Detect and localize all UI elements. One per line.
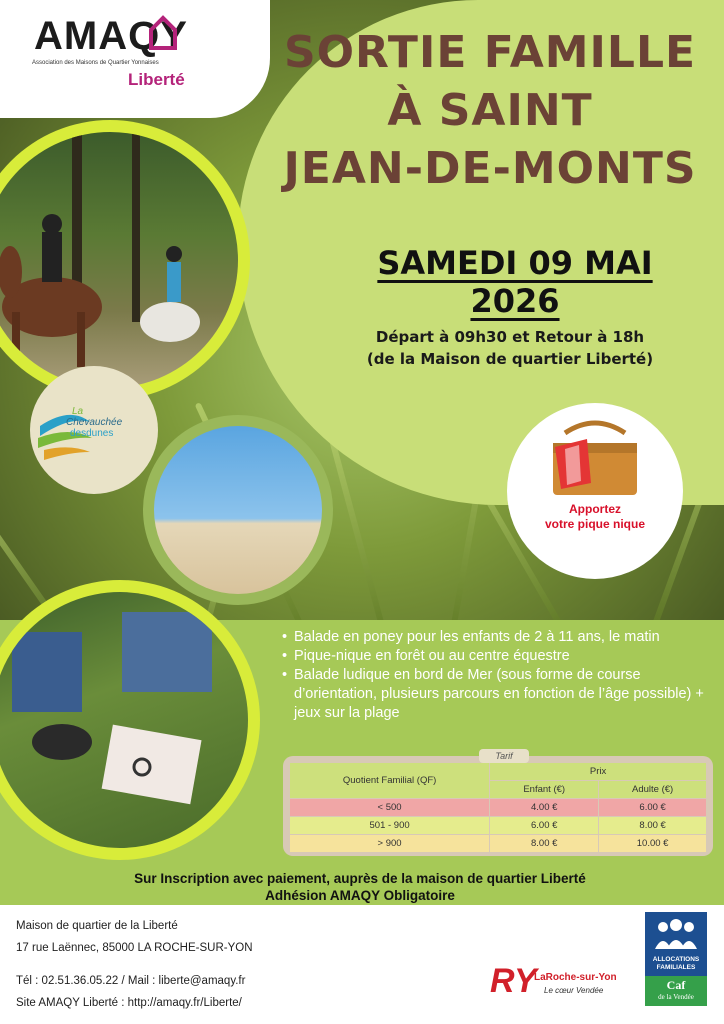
amaqy-logo-text: AMAQY — [34, 14, 188, 58]
table-row — [290, 835, 707, 853]
contact-block — [16, 970, 245, 1014]
title-line-3: JEAN-DE-MONTS — [283, 143, 697, 194]
table-row — [290, 817, 707, 835]
lrsy-name: LaRoche-sur-Yon — [534, 972, 617, 983]
departure-line-2: (de la Maison de quartier Liberté) — [366, 350, 654, 368]
inscription-line-1: Sur Inscription avec paiement, auprès de la maison de quartier Liberté — [134, 871, 586, 886]
cell-enfant: 6.00 € — [490, 817, 599, 835]
lrsy-mark: RY — [490, 962, 537, 1000]
inscription-info — [80, 870, 640, 904]
picnic-line-1: Apportez — [569, 502, 621, 516]
caf-region: de la Vendée — [658, 993, 694, 1001]
departure-info — [330, 326, 690, 370]
address-line-2: 17 rue Laënnec, 85000 LA ROCHE-SUR-YON — [16, 942, 253, 954]
departure-line-1: Départ à 09h30 et Retour à 18h — [375, 328, 645, 346]
cell-adulte: 6.00 € — [599, 799, 707, 817]
header-qf: Quotient Familial (QF) — [290, 763, 490, 799]
beach-photo — [154, 426, 322, 594]
address-line-1: Maison de quartier de la Liberté — [16, 920, 178, 932]
map-icon — [0, 592, 248, 848]
event-date: SAMEDI 09 MAI 2026 — [377, 244, 653, 320]
cell-adulte: 10.00 € — [599, 835, 707, 853]
contact-line-2: Site AMAQY Liberté : http://amaqy.fr/Liberte/ — [16, 997, 242, 1009]
contact-line-1: Tél : 02.51.36.05.22 / Mail : liberte@amaqy.fr — [16, 975, 246, 987]
caf-text — [645, 956, 707, 972]
header-prix: Prix — [490, 763, 707, 781]
tarif-tag: Tarif — [479, 749, 529, 763]
cell-enfant: 4.00 € — [490, 799, 599, 817]
activities-list — [282, 628, 712, 723]
activity-item: • Pique-nique en forêt ou au centre équestre — [282, 647, 712, 666]
title-line-2: À SAINT — [387, 85, 593, 136]
header-adulte: Adulte (€) — [599, 781, 707, 799]
cell-adulte: 8.00 € — [599, 817, 707, 835]
logo-panel — [0, 0, 270, 118]
picnic-message — [515, 502, 675, 532]
amaqy-subtitle: Association des Maisons de Quartier Yonnaises — [32, 60, 159, 66]
caf-line-1: ALLOCATIONS — [652, 956, 700, 963]
tarif-table — [289, 762, 707, 853]
partner-name — [66, 406, 192, 439]
house-icon — [148, 14, 178, 50]
activity-item: • Balade en poney pour les enfants de 2 à 11 ans, le matin — [282, 628, 712, 647]
activity-item: • Balade ludique en bord de Mer (sous forme de course d’orientation, plusieurs parcours en fonction de l’âge possible) + jeux sur la plage — [282, 666, 712, 723]
caf-brand — [645, 976, 707, 1006]
cell-enfant: 8.00 € — [490, 835, 599, 853]
lrsy-tagline: Le cœur Vendée — [544, 986, 604, 995]
caf-line-2: FAMILIALES — [656, 964, 696, 971]
table-row — [290, 799, 707, 817]
kids-map-photo — [0, 592, 248, 848]
partner-line-3: desdunes — [70, 428, 114, 439]
picnic-line-2: votre pique nique — [544, 517, 645, 531]
partner-line-2: Chevauchée — [66, 417, 123, 428]
la-roche-sur-yon-logo — [490, 962, 630, 1002]
tarif-table-panel — [283, 751, 713, 856]
caf-family-icon — [649, 915, 703, 953]
cell-qf: 501 - 900 — [290, 817, 490, 835]
caf-logo — [645, 912, 707, 1006]
picnic-basket-icon — [507, 403, 683, 579]
event-title — [280, 24, 700, 198]
caf-brand-name: Caf — [666, 978, 686, 992]
inscription-line-2: Adhésion AMAQY Obligatoire — [265, 888, 455, 903]
header-enfant: Enfant (€) — [490, 781, 599, 799]
cell-qf: < 500 — [290, 799, 490, 817]
title-line-1: SORTIE FAMILLE — [283, 27, 697, 78]
cell-qf: > 900 — [290, 835, 490, 853]
amaqy-liberte: Liberté — [128, 70, 185, 89]
picnic-circle — [507, 403, 683, 579]
address-block — [16, 915, 253, 959]
partner-line-1: La — [72, 406, 84, 417]
